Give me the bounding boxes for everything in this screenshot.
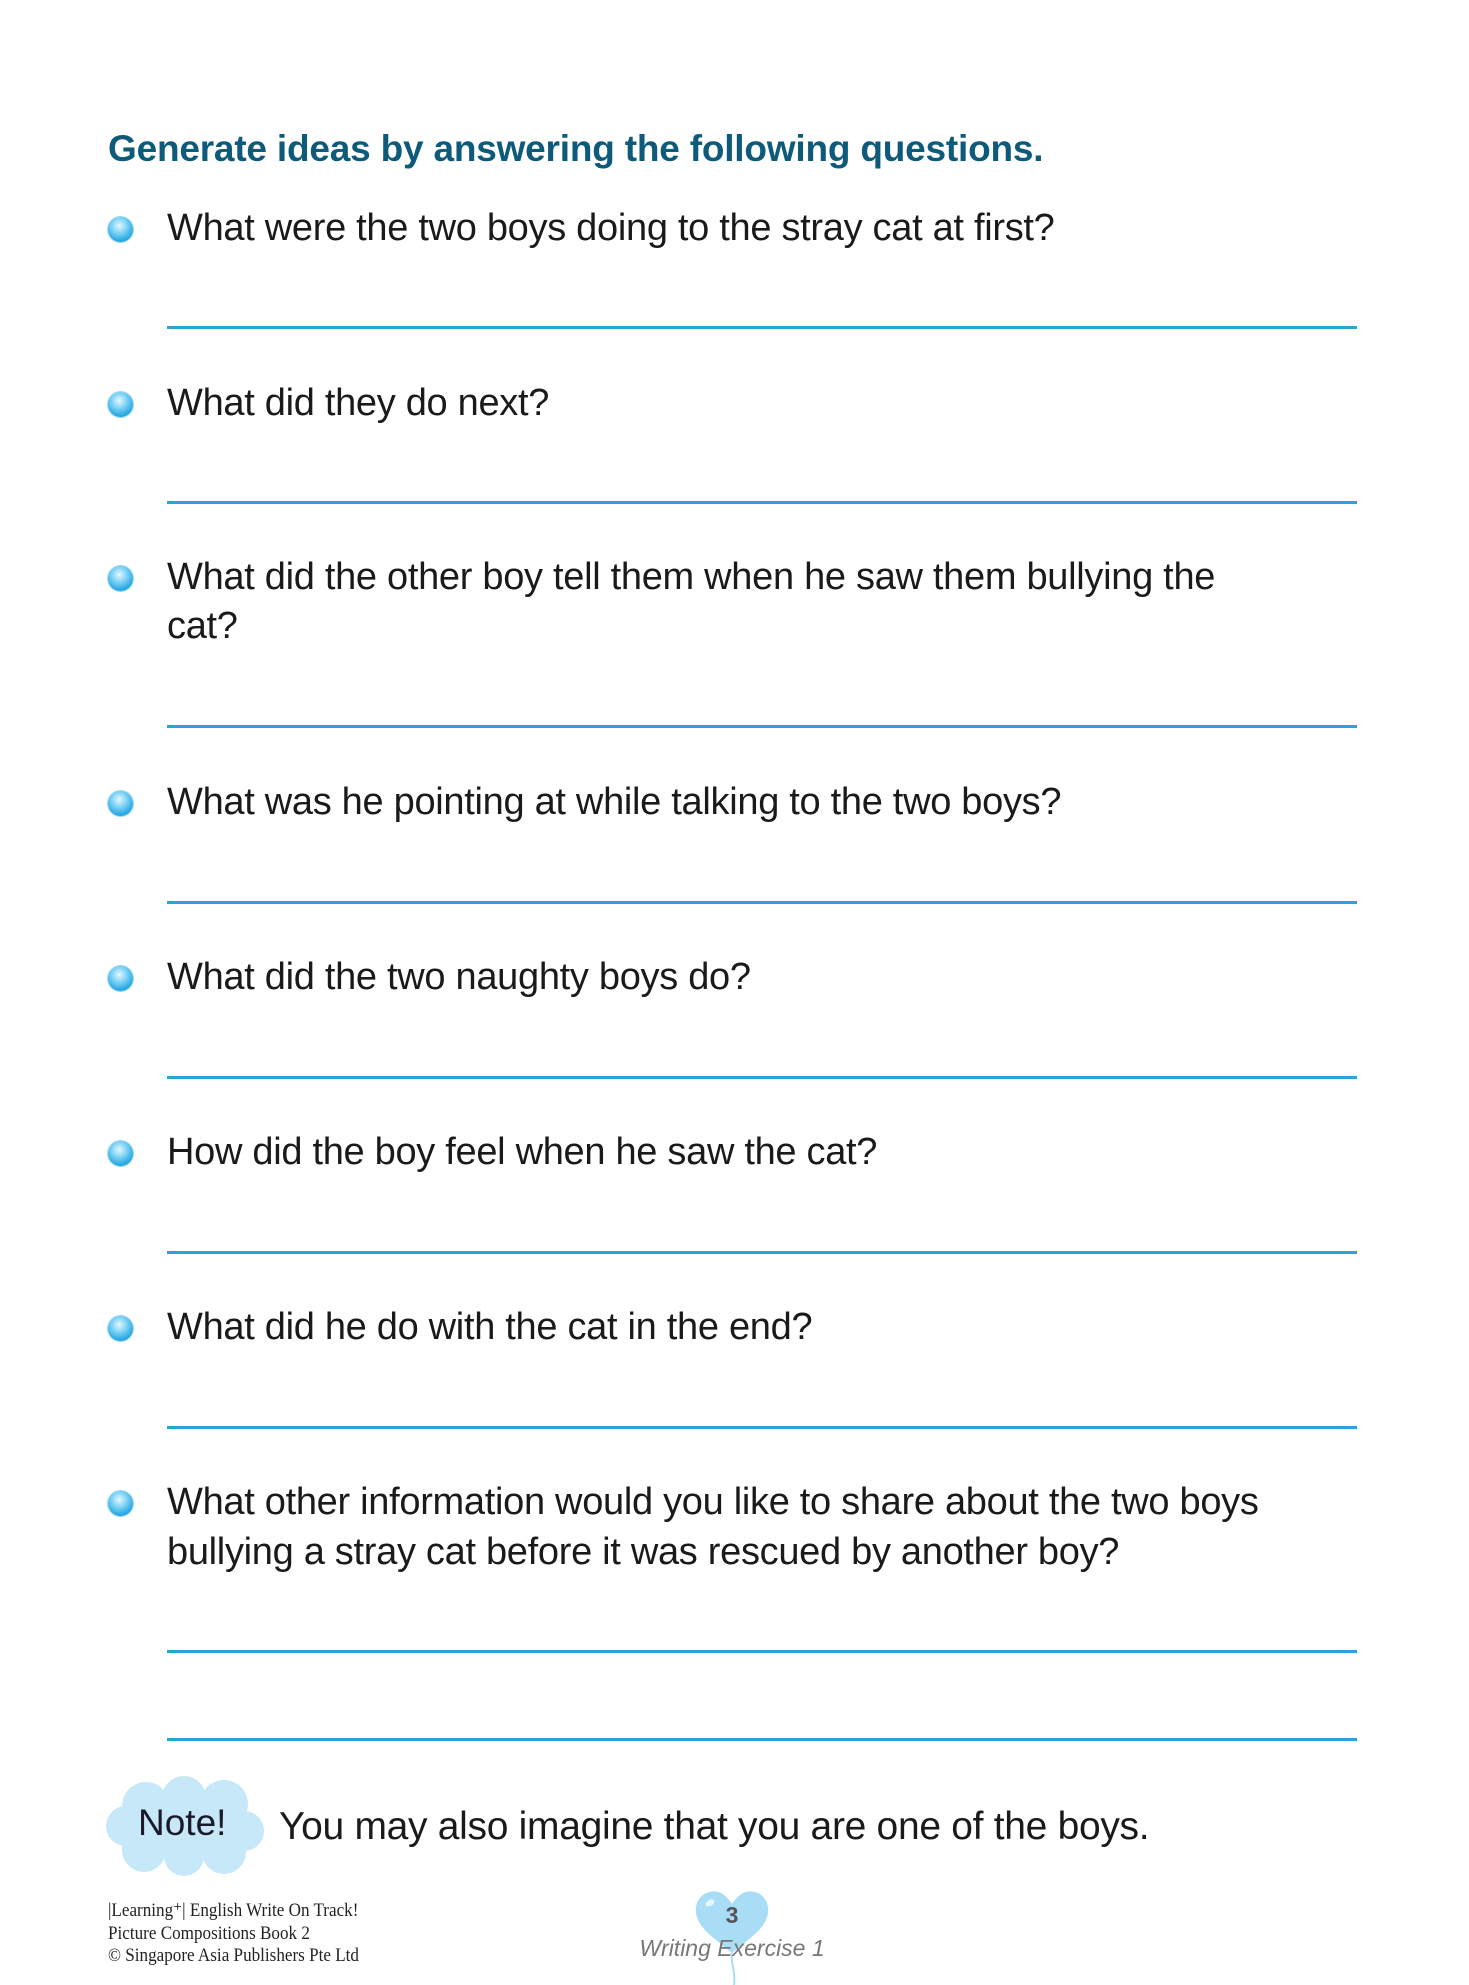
question-6: How did the boy feel when he saw the cat? [167, 1131, 878, 1173]
answer-line-4[interactable] [167, 901, 1357, 904]
question-4: What was he pointing at while talking to the two boys? [167, 781, 1062, 823]
bullet-icon [108, 1316, 133, 1341]
bullet-icon [108, 566, 133, 591]
answer-line-3[interactable] [167, 725, 1357, 728]
question-3-line-2: cat? [167, 605, 238, 647]
answer-line-8b[interactable] [167, 1738, 1357, 1741]
question-8-line-2: bullying a stray cat before it was rescued by another boy? [167, 1531, 1120, 1573]
question-1: What were the two boys doing to the stray cat at first? [167, 207, 1055, 249]
note-text: You may also imagine that you are one of the boys. [279, 1805, 1150, 1848]
question-5: What did the two naughty boys do? [167, 956, 751, 998]
answer-line-8a[interactable] [167, 1650, 1357, 1653]
bullet-icon [108, 1491, 133, 1516]
answer-line-5[interactable] [167, 1076, 1357, 1079]
answer-line-7[interactable] [167, 1426, 1357, 1429]
answer-line-1[interactable] [167, 326, 1357, 329]
page-number: 3 [725, 1902, 739, 1928]
note-label: Note! [138, 1802, 227, 1843]
answer-line-6[interactable] [167, 1251, 1357, 1254]
question-3-line-1: What did the other boy tell them when he saw them bullying the [167, 556, 1216, 598]
answer-line-2[interactable] [167, 501, 1357, 504]
bullet-icon [108, 966, 133, 991]
page-heading: Generate ideas by answering the following questions. [108, 128, 1044, 169]
footer-line-1: |Learning⁺| English Write On Track! [108, 1900, 359, 1921]
footer-credits [108, 1900, 359, 1968]
section-label: Writing Exercise 1 [639, 1935, 825, 1961]
question-8-line-1: What other information would you like to share about the two boys [167, 1481, 1259, 1523]
bullet-icon [108, 392, 133, 417]
bullet-icon [108, 217, 133, 242]
question-2: What did they do next? [167, 382, 550, 424]
bullet-icon [108, 1141, 133, 1166]
bullet-icon [108, 791, 133, 816]
footer-line-3: © Singapore Asia Publishers Pte Ltd [108, 1945, 359, 1966]
question-7: What did he do with the cat in the end? [167, 1306, 813, 1348]
footer-line-2: Picture Compositions Book 2 [108, 1922, 310, 1944]
